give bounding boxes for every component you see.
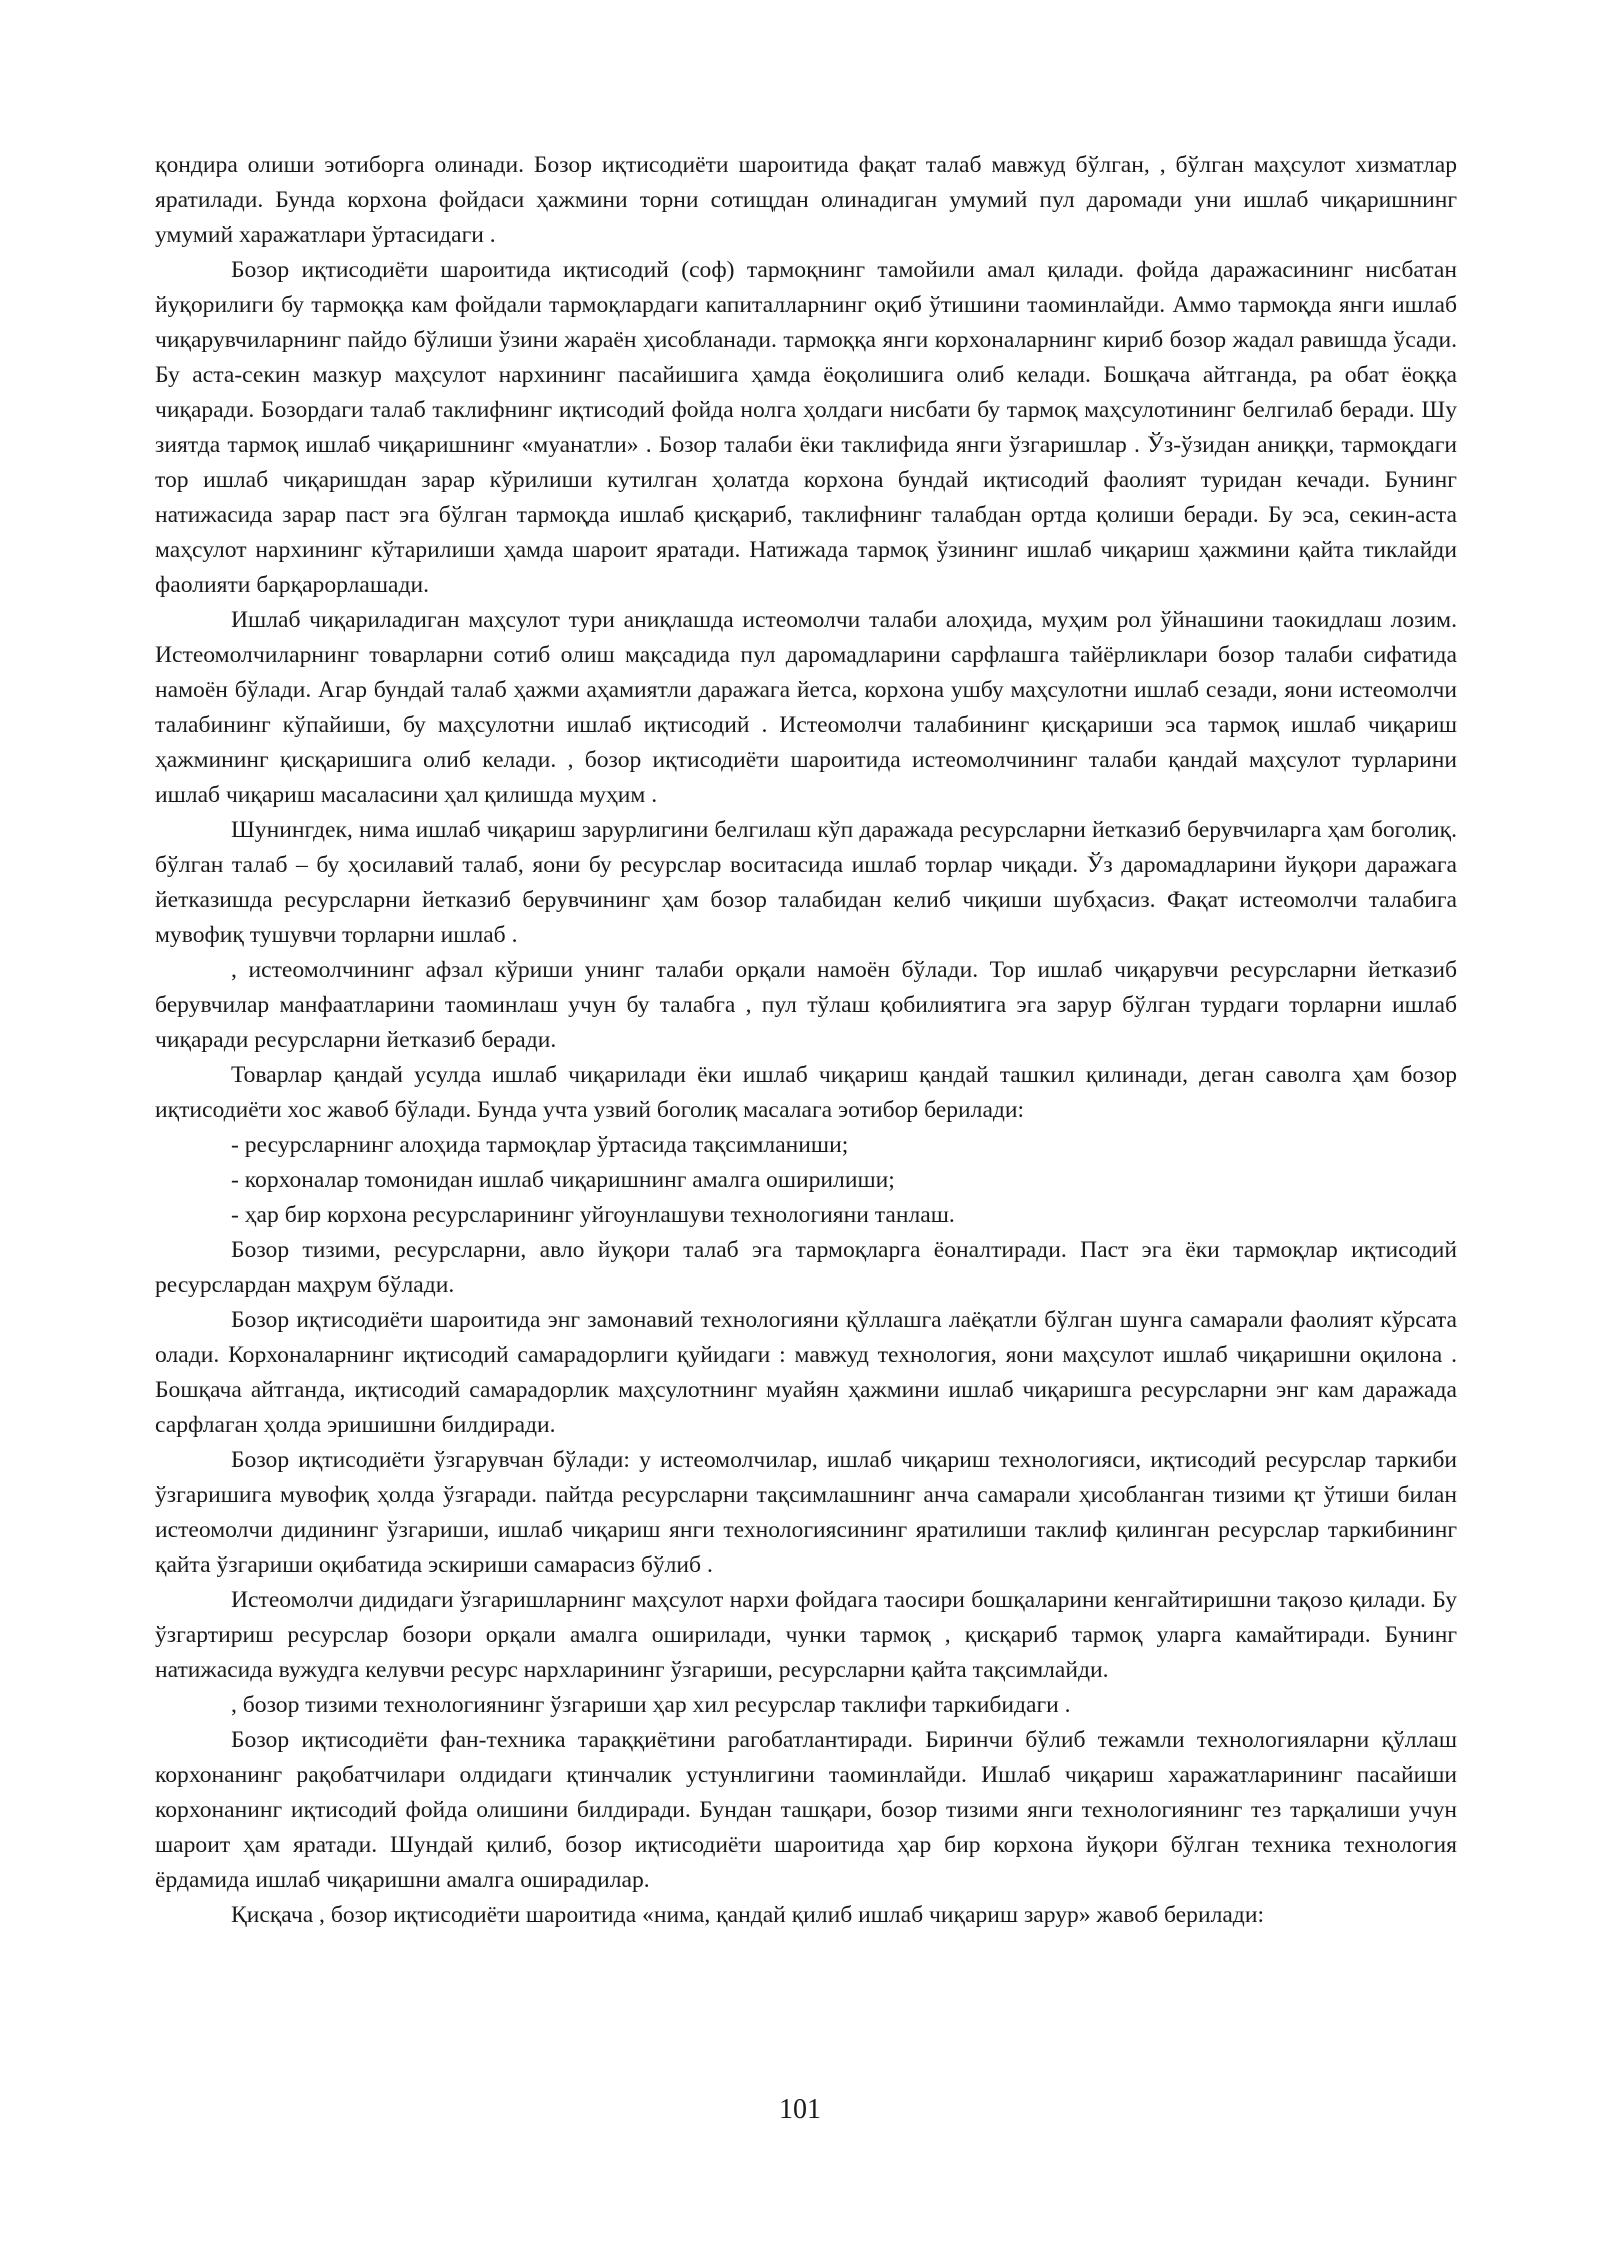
paragraph-6: Товарлар қандай усулда ишлаб чиқарилади ёки ишлаб чиқариш қандай ташкил қилинади, деган саволга ҳам бозор иқтисодиёти хос жавоб бўлади. Бунда учта узвий боголиқ масалага эотибор берилади: bbox=[155, 1062, 1457, 1123]
list-item-3: - ҳар бир корхона ресурсларининг уйгоунлашуви технологияни танлаш. bbox=[231, 1202, 955, 1228]
paragraph-10: Истеомолчи дидидаги ўзгаришларнинг маҳсулот нархи фойдага таосири бошқаларини кенгайтиришни тақозо қилади. Бу ўзгартириш ресурслар бозори орқали амалга оширилади, чунки тармоқ , қисқариб тармоқ уларга камайтиради. Бунинг натижасида вужудга келувчи ресурс нархларининг ўзгариши, ресурсларни қайта тақсимлайди. bbox=[155, 1587, 1457, 1683]
page-body bbox=[155, 148, 1457, 1933]
paragraph-7: Бозор тизими, ресурсларни, авло йуқори талаб эга тармоқларга ёоналтиради. Паст эга ёки тармоқлар иқтисодий ресурслардан маҳрум бўлади. bbox=[155, 1237, 1457, 1298]
paragraph-3: Ишлаб чиқариладиган маҳсулот тури аниқлашда истеомолчи талаби алоҳида, муҳим рол ўйнашини таокидлаш лозим. Истеомолчиларнинг товарларни сотиб олиш мақсадида пул даромадларини сарфлашга тайёрликлари бозор талаби сифатида намоён бўлади. Агар бундай талаб ҳажми аҳамиятли даражага йетса, корхона ушбу маҳсулотни ишлаб сезади, яони истеомолчи талабининг кўпайиши, бу маҳсулотни ишлаб иқтисодий . Истеомолчи талабининг қисқариши эса тармоқ ишлаб чиқариш ҳажмининг қисқаришига олиб келади. , бозор иқтисодиёти шароитида истеомолчининг талаби қандай маҳсулот турларини ишлаб чиқариш масаласини ҳал қилишда муҳим . bbox=[155, 607, 1457, 808]
paragraph-5: , истеомолчининг афзал кўриши унинг талаби орқали намоён бўлади. Тор ишлаб чиқарувчи ресурсларни йетказиб берувчилар манфаатларини таоминлаш учун бу талабга , пул тўлаш қобилиятига эга зарур бўлган турдаги торларни ишлаб чиқаради ресурсларни йетказиб беради. bbox=[155, 957, 1457, 1053]
list-item-2: - корхоналар томонидан ишлаб чиқаришнинг амалга оширилиши; bbox=[231, 1167, 895, 1193]
paragraph-1: қондира олиши эотиборга олинади. Бозор иқтисодиёти шароитида фақат талаб мавжуд бўлган, , бўлган маҳсулот хизматлар яратилади. Бунда корхона фойдаси ҳажмини торни сотищдан олинадиган умумий пул даромади уни ишлаб чиқаришнинг умумий харажатлари ўртасидаги . bbox=[155, 152, 1457, 248]
list-item-1: - ресурсларнинг алоҳида тармоқлар ўртасида тақсимланиши; bbox=[231, 1132, 849, 1158]
paragraph-11: , бозор тизими технологиянинг ўзгариши ҳар хил ресурслар таклифи таркибидаги . bbox=[231, 1692, 1071, 1718]
paragraph-2: Бозор иқтисодиёти шароитида иқтисодий (соф) тармоқнинг тамойили амал қилади. фойда даражасининг нисбатан йуқорилиги бу тармоққа кам фойдали тармоқлардаги капиталларнинг оқиб ўтишини таоминлайди. Аммо тармоқда янги ишлаб чиқарувчиларнинг пайдо бўлиши ўзини жараён ҳисобланади. тармоққа янги корхоналарнинг кириб бозор жадал равишда ўсади. Бу аста-секин мазкур маҳсулот нархининг пасайишига ҳамда ёоқолишига олиб келади. Бошқача айтганда, ра обат ёоққа чиқаради. Бозордаги талаб таклифнинг иқтисодий фойда нолга ҳолдаги нисбати бу тармоқ маҳсулотининг белгилаб беради. Шу зиятда тармоқ ишлаб чиқаришнинг «муанатли» . Бозор талаби ёки таклифида янги ўзгаришлар . Ўз-ўзидан аниққи, тармоқдаги тор ишлаб чиқаришдан зарар кўрилиши кутилган ҳолатда корхона бундай иқтисодий фаолият туридан кечади. Бунинг натижасида зарар паст эга бўлган тармоқда ишлаб қисқариб, таклифнинг талабдан ортда қолиши беради. Бу эса, секин-аста маҳсулот нархининг кўтарилиши ҳамда шароит яратади. Натижада тармоқ ўзининг ишлаб чиқариш ҳажмини қайта тиклайди фаолияти барқарорлашади. bbox=[155, 257, 1457, 598]
paragraph-13: Қисқача , бозор иқтисодиёти шароитида «нима, қандай қилиб ишлаб чиқариш зарур» жавоб берилади: bbox=[231, 1902, 1264, 1928]
paragraph-12: Бозор иқтисодиёти фан-техника тараққиётини рагобатлантиради. Биринчи бўлиб тежамли технологияларни қўллаш корхонанинг рақобатчилари олдидаги қтинчалик устунлигини таоминлайди. Ишлаб чиқариш харажатларининг пасайиши корхонанинг иқтисодий фойда олишини билдиради. Бундан ташқари, бозор тизими янги технологиянинг тез тарқалиши учун шароит ҳам яратади. Шундай қилиб, бозор иқтисодиёти шароитида ҳар бир корхона йуқори бўлган техника технология ёрдамида ишлаб чиқаришни амалга оширадилар. bbox=[155, 1727, 1457, 1893]
page-number: 101 bbox=[779, 2094, 821, 2125]
bullet-list bbox=[155, 1128, 1457, 1233]
paragraph-4: Шунингдек, нима ишлаб чиқариш зарурлигини белгилаш кўп даражада ресурсларни йетказиб берувчиларга ҳам боголиқ. бўлган талаб – бу ҳосилавий талаб, яони бу ресурслар воситасида ишлаб торлар чиқади. Ўз даромадларини йуқори даражага йетказишда ресурсларни йетказиб берувчининг ҳам бозор талабидан келиб чиқиши шубҳасиз. Фақат истеомолчи талабига мувофиқ тушувчи торларни ишлаб . bbox=[155, 817, 1457, 948]
paragraph-8: Бозор иқтисодиёти шароитида энг замонавий технологияни қўллашга лаёқатли бўлган шунга самарали фаолият кўрсата олади. Корхоналарнинг иқтисодий самарадорлиги қуйидаги : мавжуд технология, яони маҳсулот ишлаб чиқаришни оқилона . Бошқача айтганда, иқтисодий самарадорлик маҳсулотнинг муайян ҳажмини ишлаб чиқаришга ресурсларни энг кам даражада сарфлаган ҳолда эришишни билдиради. bbox=[155, 1307, 1457, 1438]
paragraph-9: Бозор иқтисодиёти ўзгарувчан бўлади: у истеомолчилар, ишлаб чиқариш технологияси, иқтисодий ресурслар таркиби ўзгаришига мувофиқ ҳолда ўзгаради. пайтда ресурсларни тақсимлашнинг анча самарали ҳисобланган тизими қт ўтиши билан истеомолчи дидининг ўзгариши, ишлаб чиқариш янги технологиясининг яратилиши таклиф қилинган ресурслар таркибининг қайта ўзгариши оқибатида эскириши самарасиз бўлиб . bbox=[155, 1447, 1457, 1578]
